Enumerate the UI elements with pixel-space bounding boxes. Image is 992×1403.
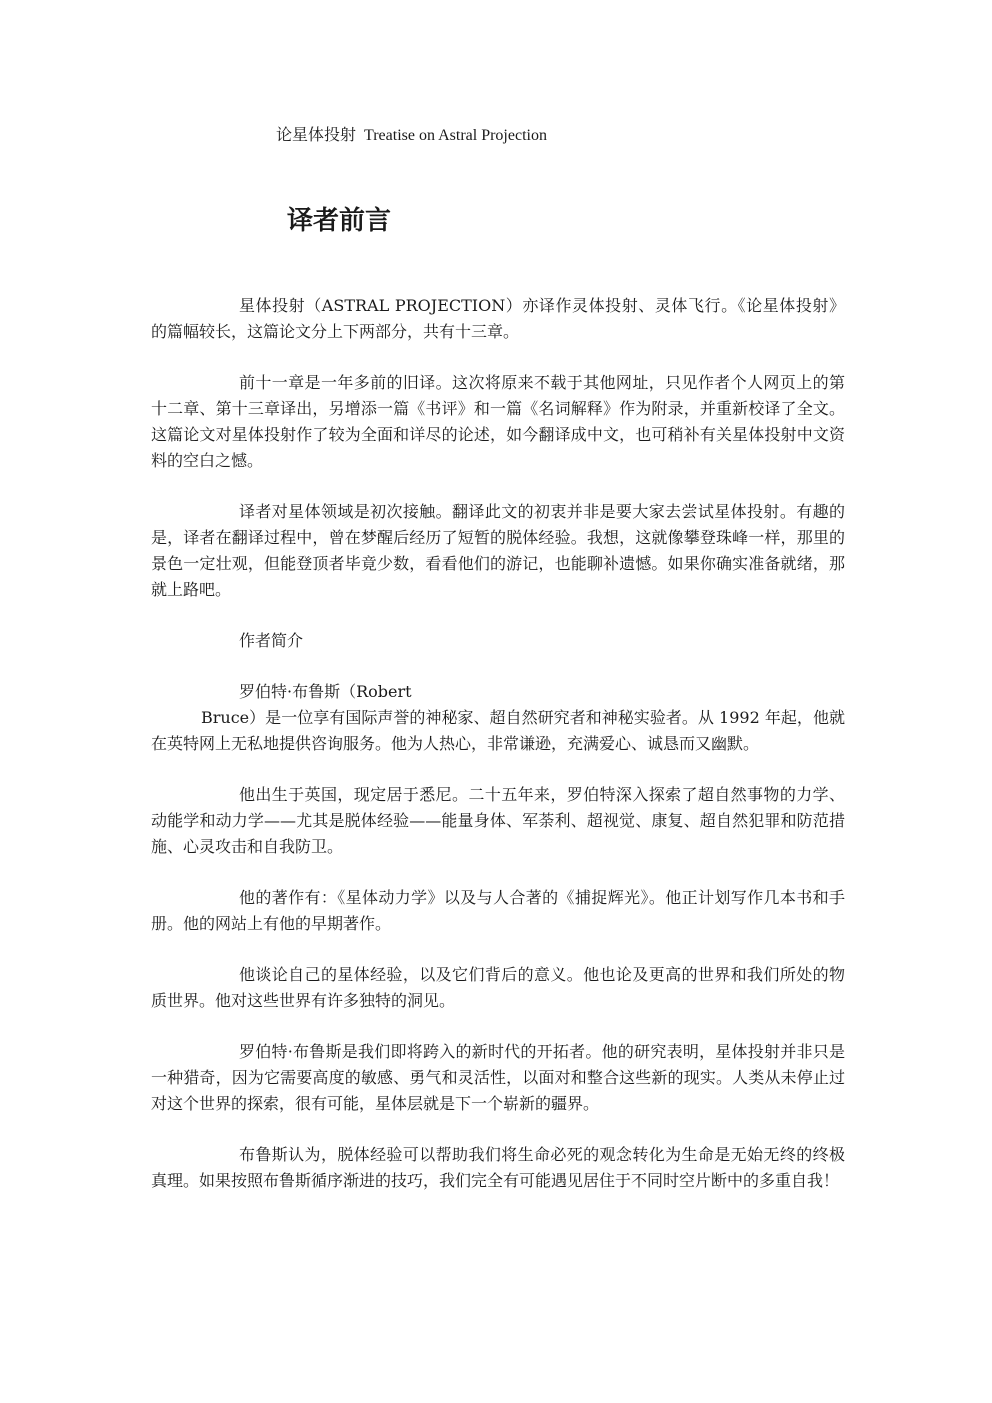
header-title-cn: 论星体投射 xyxy=(276,125,357,144)
author-intro-rest xyxy=(151,705,845,757)
author-intro-lead: Bruce） xyxy=(201,708,266,727)
page-title: 译者前言 xyxy=(287,206,392,236)
paragraph-1: 星体投射（ASTRAL PROJECTION）亦译作灵体投射、灵体飞行。《论星体投射》的篇幅较长，这篇论文分上下两部分，共有十三章。 xyxy=(151,296,845,341)
header-title-en: Treatise on Astral Projection xyxy=(364,127,547,144)
paragraph-3: 译者对星体领域是初次接触。翻译此文的初衷并非是要大家去尝试星体投射。有趣的是，译者在翻译过程中，曾在梦醒后经历了短暂的脱体经验。我想，这就像攀登珠峰一样，那里的景色一定壮观，但能登顶者毕竟少数，看看他们的游记，也能聊补遗憾。如果你确实准备就绪，那就上路吧。 xyxy=(151,502,845,599)
author-paragraph-4: 罗伯特·布鲁斯是我们即将跨入的新时代的开拓者。他的研究表明，星体投射并非只是一种猎奇，因为它需要高度的敏感、勇气和灵活性，以面对和整合这些新的现实。人类从未停止过对这个世界的探索，很有可能，星体层就是下一个崭新的疆界。 xyxy=(151,1042,845,1113)
document-body xyxy=(151,293,845,1219)
author-intro-paragraph xyxy=(151,679,845,757)
author-paragraph-1: 他出生于英国，现定居于悉尼。二十五年来，罗伯特深入探索了超自然事物的力学、动能学和动力学——尤其是脱体经验——能量身体、军荼利、超视觉、康复、超自然犯罪和防范措施、心灵攻击和自我防卫。 xyxy=(151,785,845,856)
running-header xyxy=(276,124,547,147)
author-paragraph-3: 他谈论自己的星体经验，以及它们背后的意义。他也论及更高的世界和我们所处的物质世界。他对这些世界有许多独特的洞见。 xyxy=(151,965,845,1010)
author-paragraph-5: 布鲁斯认为，脱体经验可以帮助我们将生命必死的观念转化为生命是无始无终的终极真理。如果按照布鲁斯循序渐进的技巧，我们完全有可能遇见居住于不同时空片断中的多重自我！ xyxy=(151,1145,845,1190)
author-paragraph-2: 他的著作有：《星体动力学》以及与人合著的《捕捉辉光》。他正计划写作几本书和手册。他的网站上有他的早期著作。 xyxy=(151,888,845,933)
author-intro-text: 是一位享有国际声誉的神秘家、超自然研究者和神秘实验者。从 1992 年起，他就在英特网上无私地提供咨询服务。他为人热心，非常谦逊，充满爱心、诚恳而又幽默。 xyxy=(151,708,845,753)
section-heading-author: 作者简介 xyxy=(239,631,304,650)
paragraph-2: 前十一章是一年多前的旧译。这次将原来不载于其他网址，只见作者个人网页上的第十二章、第十三章译出，另增添一篇《书评》和一篇《名词解释》作为附录，并重新校译了全文。这篇论文对星体投射作了较为全面和详尽的论述，如今翻译成中文，也可稍补有关星体投射中文资料的空白之憾。 xyxy=(151,373,845,470)
author-intro-first-line: 罗伯特·布鲁斯（Robert xyxy=(239,682,412,701)
